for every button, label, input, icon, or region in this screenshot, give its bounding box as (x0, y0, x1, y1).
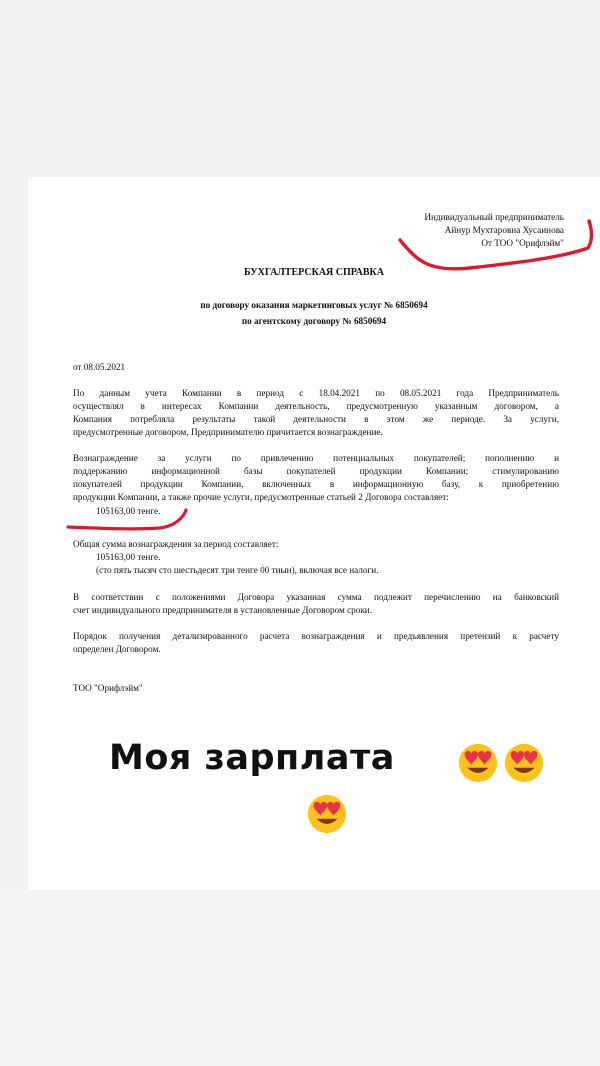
caption-text: Моя зарплата (109, 738, 395, 778)
total-label: Общая сумма вознаграждения за период составляет: (73, 539, 279, 549)
paragraph-4-line: Порядок получения детализированного расчета вознаграждения и предъявления претензий к расчету (73, 631, 559, 641)
paragraph-3-line: В соответствии с положениями Договора указанная сумма подлежит перечислению на банковский (73, 592, 559, 602)
paragraph-1-line: Компания потребляла результаты такой деятельности в этом же периоде. За услуги, (73, 414, 559, 424)
subtitle-line-2: по агентскому договору № 6850694 (241, 316, 387, 326)
paragraph-2-line: продукции Компании, а также прочие услуги, предусмотренные статьей 2 Договора составляет: (73, 492, 449, 502)
heart-eyes-emoji-icon (457, 742, 499, 784)
paragraph-2-line: Вознаграждение за услуги по привлечению потенциальных покупателей; пополнению и (73, 453, 559, 463)
header-line-3: От ТОО "Орифлэйм" (481, 238, 564, 248)
paragraph-1-line: По данным учета Компании в период с 18.04.2021 по 08.05.2021 года Предприниматель (73, 388, 559, 398)
header-line-2: Айнур Мухтаровна Хусаинова (444, 225, 564, 235)
paragraph-1-line: осуществлял в интересах Компании деятельность, предусмотренную указанным договором, а (73, 401, 559, 411)
paragraph-2-line: покупателей продукции Компании, включенных в информационную базу, к приобретению (73, 479, 559, 489)
amount-in-words: (сто пять тысяч сто шестьдесят три тенге 00 тиын), включая все налоги. (96, 565, 379, 575)
subtitle-line-1: по договору оказания маркетинговых услуг № 6850694 (200, 300, 428, 310)
paragraph-1-line: предусмотренные договором, Предпринимателю причитается вознаграждение. (73, 427, 383, 437)
paragraph-3-line: счет индивидуального предпринимателя в установленные Договором сроки. (73, 605, 373, 615)
date-line: от 08.05.2021 (73, 362, 126, 372)
total-amount: 105163,00 тенге. (96, 552, 161, 562)
paragraph-2-line: поддержанию информационной базы покупателей продукции Компании; стимулированию (73, 466, 559, 476)
document-title: БУХГАЛТЕРСКАЯ СПРАВКА (244, 267, 384, 278)
heart-eyes-emoji-icon (306, 793, 348, 835)
paragraph-4-line: определен Договором. (73, 644, 161, 654)
signature: ТОО "Орифлэйм" (73, 683, 143, 693)
background-band (0, 890, 600, 1066)
heart-eyes-emoji-icon (503, 742, 545, 784)
header-line-1: Индивидуальный предприниматель (424, 212, 564, 222)
amount-highlighted: 105163,00 тенге. (96, 506, 161, 516)
